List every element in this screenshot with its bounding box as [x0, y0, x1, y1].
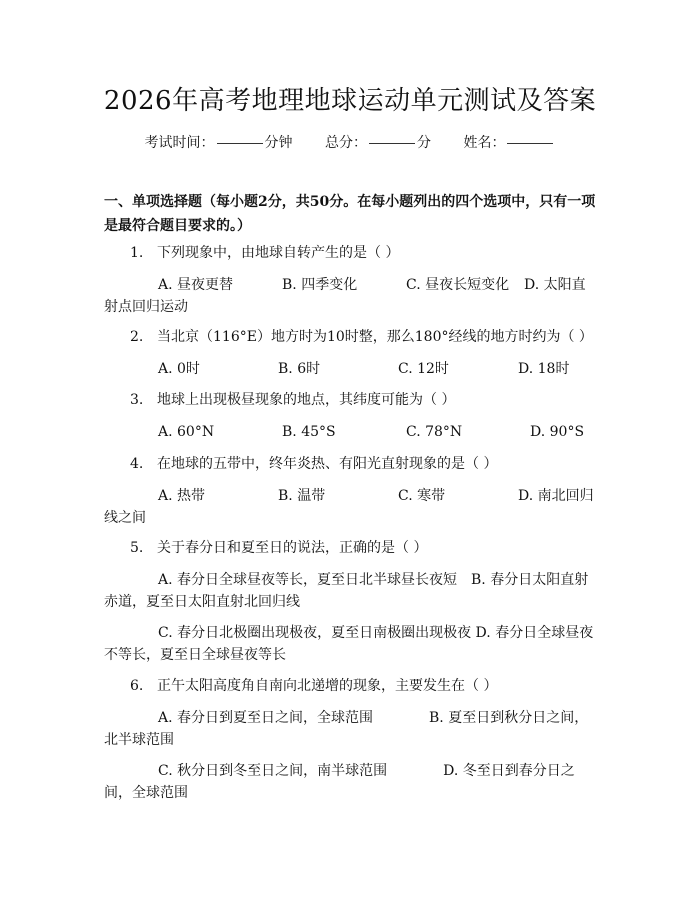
time-label: 考试时间：: [144, 135, 215, 151]
option-c-d-line1[interactable]: C. 春分日北极圈出现极夜，夏至日南极圈出现极夜 D. 春分日全球昼夜: [158, 625, 594, 641]
exam-meta: [0, 132, 700, 152]
option-d-continued: 射点回归运动: [104, 299, 188, 315]
question-6-options-cd: [104, 760, 600, 804]
option-a-b-line1[interactable]: A. 春分日全球昼夜等长，夏至日北半球昼长夜短 B. 春分日太阳直射: [158, 572, 589, 588]
score-label: 总分：: [325, 135, 367, 151]
option-a[interactable]: A. 昼夜更替: [158, 277, 234, 293]
question-stem: 在地球的五带中，终年炎热、有阳光直射现象的是（ ）: [157, 456, 498, 472]
question-number: 2.: [130, 329, 144, 345]
section-heading-line2: 是最符合题目要求的。）: [104, 218, 251, 234]
question-1: [130, 243, 610, 263]
question-number: 5.: [130, 540, 144, 556]
name-label: 姓名：: [463, 135, 506, 151]
option-a[interactable]: A. 热带: [158, 488, 206, 504]
section-heading-line1: 一、单项选择题（每小题2分，共50分。在每小题列出的四个选项中，只有一项: [104, 194, 596, 210]
option-b[interactable]: B. 温带: [278, 488, 326, 504]
option-b[interactable]: B. 四季变化: [282, 277, 358, 293]
option-d-continued: 线之间: [104, 510, 146, 526]
question-2: [130, 327, 610, 347]
question-number: 6.: [130, 678, 144, 694]
option-c[interactable]: C. 昼夜长短变化: [406, 277, 510, 293]
question-5: [130, 538, 610, 558]
question-6: [130, 676, 610, 696]
option-c[interactable]: C. 12时: [398, 361, 449, 377]
option-b-continued: 北半球范围: [104, 732, 174, 748]
question-3-options: [104, 421, 600, 443]
question-number: 4.: [130, 456, 144, 472]
question-1-options: [104, 274, 600, 318]
question-stem: 地球上出现极昼现象的地点，其纬度可能为（ ）: [157, 392, 456, 408]
question-number: 1.: [130, 245, 144, 261]
question-6-options-ab: [104, 707, 600, 751]
time-blank[interactable]: [217, 143, 263, 144]
option-c[interactable]: C. 78°N: [406, 424, 463, 440]
option-d-continued: 不等长，夏至日全球昼夜等长: [104, 647, 286, 663]
score-unit: 分: [417, 135, 431, 151]
option-d[interactable]: D. 太阳直: [524, 277, 586, 293]
option-d[interactable]: D. 18时: [518, 361, 570, 377]
question-stem: 下列现象中，由地球自转产生的是（ ）: [157, 245, 400, 261]
option-a-b-line1[interactable]: A. 春分日到夏至日之间，全球范围 B. 夏至日到秋分日之间，: [158, 710, 589, 726]
question-3: [130, 390, 610, 410]
question-stem: 关于春分日和夏至日的说法，正确的是（ ）: [157, 540, 428, 556]
question-stem: 当北京（116°E）地方时为10时整，那么180°经线的地方时约为（ ）: [157, 329, 593, 345]
question-number: 3.: [130, 392, 144, 408]
option-b[interactable]: B. 6时: [278, 361, 321, 377]
section-heading: [104, 190, 600, 238]
student-name: [463, 135, 555, 151]
option-c-d-line1[interactable]: C. 秋分日到冬至日之间，南半球范围 D. 冬至日到春分日之: [158, 763, 575, 779]
name-blank[interactable]: [507, 143, 553, 144]
option-a[interactable]: A. 0时: [158, 361, 200, 377]
question-4-options: [104, 485, 600, 529]
score-blank[interactable]: [369, 143, 415, 144]
option-d-continued: 间，全球范围: [104, 785, 188, 801]
option-a[interactable]: A. 60°N: [158, 424, 215, 440]
question-5-options-cd: [104, 622, 600, 666]
question-2-options: [104, 358, 600, 380]
question-5-options-ab: [104, 569, 600, 613]
option-b-continued: 赤道，夏至日太阳直射北回归线: [104, 594, 300, 610]
option-d[interactable]: D. 90°S: [530, 424, 585, 440]
question-stem: 正午太阳高度角自南向北递增的现象，主要发生在（ ）: [157, 678, 498, 694]
exam-time: [145, 135, 297, 151]
option-b[interactable]: B. 45°S: [282, 424, 336, 440]
option-d[interactable]: D. 南北回归: [518, 488, 594, 504]
page-title: 2026年高考地理地球运动单元测试及答案: [103, 86, 597, 116]
question-4: [130, 454, 610, 474]
option-c[interactable]: C. 寒带: [398, 488, 446, 504]
total-score: [325, 135, 435, 151]
time-unit: 分钟: [264, 135, 293, 151]
